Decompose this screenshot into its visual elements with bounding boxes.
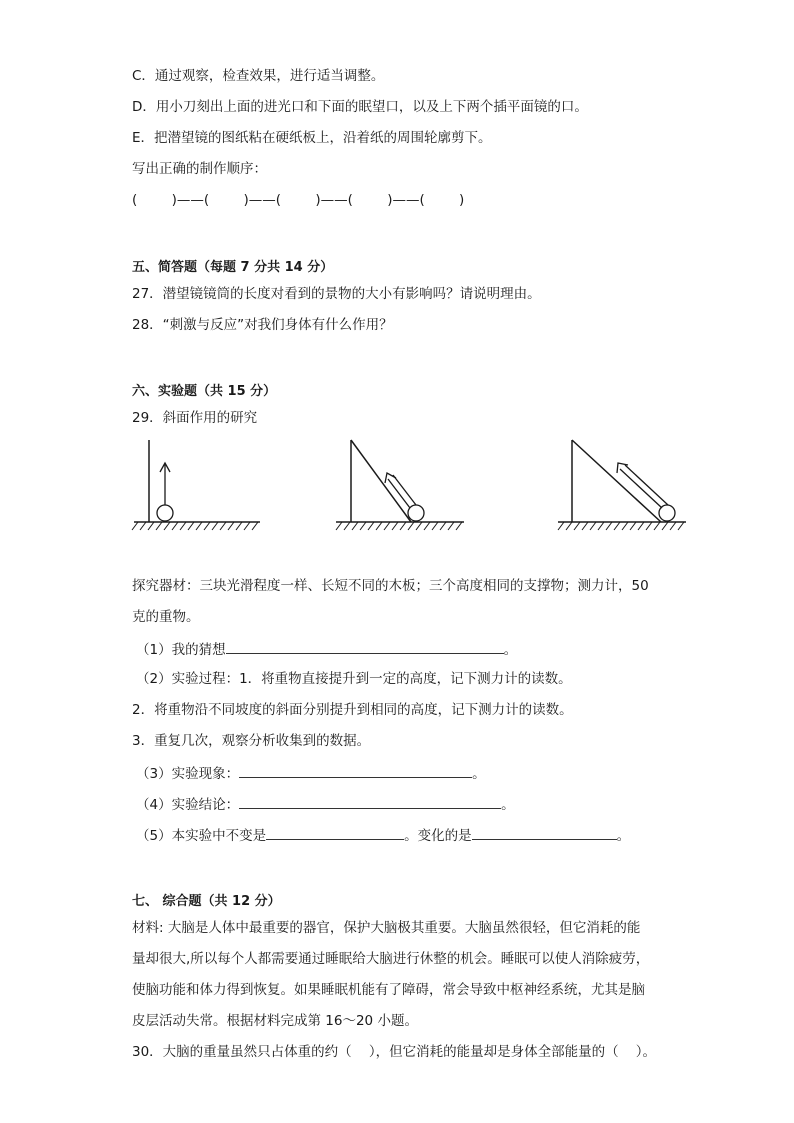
option-d: D．用小刀刻出上面的进光口和下面的眠望口，以及上下两个插平面镜的口。	[132, 99, 588, 115]
materials-line-2: 克的重物。	[132, 609, 200, 625]
changed-period: 。	[616, 828, 631, 844]
process-step-1: （2）实验过程：1．将重物直接提升到一定的高度，记下测力计的读数。	[136, 671, 572, 687]
question-29: 29．斜面作用的研究	[132, 410, 258, 426]
phenomenon-row	[136, 762, 486, 784]
changed-blank[interactable]	[472, 824, 617, 840]
guess-label: （1）我的猜想	[136, 642, 226, 658]
ground-hatch	[336, 522, 462, 530]
weight-ball	[157, 505, 173, 521]
guess-period: 。	[503, 642, 518, 658]
section7-title: 七、 综合题（共 12 分）	[132, 894, 281, 909]
conclusion-label: （4）实验结论：	[136, 797, 240, 813]
order-prompt: 写出正确的制作顺序：	[132, 161, 267, 177]
variables-row	[136, 824, 630, 846]
figure-steep-incline	[336, 436, 476, 536]
option-c: C．通过观察，检查效果，进行适当调整。	[132, 68, 385, 84]
section6-title: 六、实验题（共 15 分）	[132, 384, 277, 399]
figure-vertical-lift	[130, 436, 270, 536]
material-line-3: 使脑功能和体力得到恢复。如果睡眠机能有了障碍，常会导致中枢神经系统，尤其是脑	[132, 982, 645, 998]
phenomenon-blank[interactable]	[239, 762, 472, 778]
material-line-2: 量却很大,所以每个人都需要通过睡眠给大脑进行休整的机会。睡眠可以使人消除疲劳，	[132, 951, 650, 967]
section5-title: 五、简答题（每题 7 分共 14 分）	[132, 260, 334, 275]
phenomenon-period: 。	[472, 766, 486, 782]
process-step-3: 3．重复几次，观察分析收集到的数据。	[132, 733, 371, 749]
conclusion-period: 。	[501, 797, 515, 813]
ground-hatch	[558, 522, 684, 530]
phenomenon-label: （3）实验现象：	[136, 766, 240, 782]
pull-arrow-shaft-2	[625, 465, 668, 505]
figure-gentle-incline	[556, 436, 696, 536]
question-27: 27．潜望镜镜筒的长度对看到的景物的大小有影响吗？请说明理由。	[132, 286, 541, 302]
constant-period: 。	[404, 828, 418, 844]
question-30: 30．大脑的重量虽然只占体重的约（ ），但它消耗的能量却是身体全部能量的（ ）。	[132, 1044, 657, 1060]
ground-hatch	[132, 522, 258, 530]
question-28: 28．“刺激与反应”对我们身体有什么作用？	[132, 317, 393, 333]
material-line-4: 皮层活动失常。根据材料完成第 16～20 小题。	[132, 1013, 418, 1029]
incline-board	[351, 440, 411, 522]
order-blanks: ( )——( )——( )——( )——( )	[132, 192, 465, 208]
option-e: E．把潜望镜的图纸粘在硬纸板上，沿着纸的周围轮廓剪下。	[132, 130, 492, 146]
constant-label: （5）本实验中不变是	[136, 828, 267, 844]
weight-ball	[408, 505, 424, 521]
materials-line-1: 探究器材：三块光滑程度一样、长短不同的木板；三个高度相同的支撑物；测力计，50	[132, 578, 649, 594]
process-step-2: 2．将重物沿不同坡度的斜面分别提升到相同的高度，记下测力计的读数。	[132, 702, 573, 718]
pull-arrow-shaft	[620, 469, 662, 508]
conclusion-blank[interactable]	[239, 793, 501, 809]
guess-row	[136, 638, 517, 660]
constant-blank[interactable]	[266, 824, 404, 840]
incline-board	[572, 440, 661, 522]
changed-label: 变化的是	[417, 828, 472, 844]
guess-blank[interactable]	[226, 638, 504, 654]
conclusion-row	[136, 793, 515, 815]
material-line-1: 材料: 大脑是人体中最重要的器官，保护大脑极其重要。大脑虽然很轻，但它消耗的能	[132, 920, 641, 936]
